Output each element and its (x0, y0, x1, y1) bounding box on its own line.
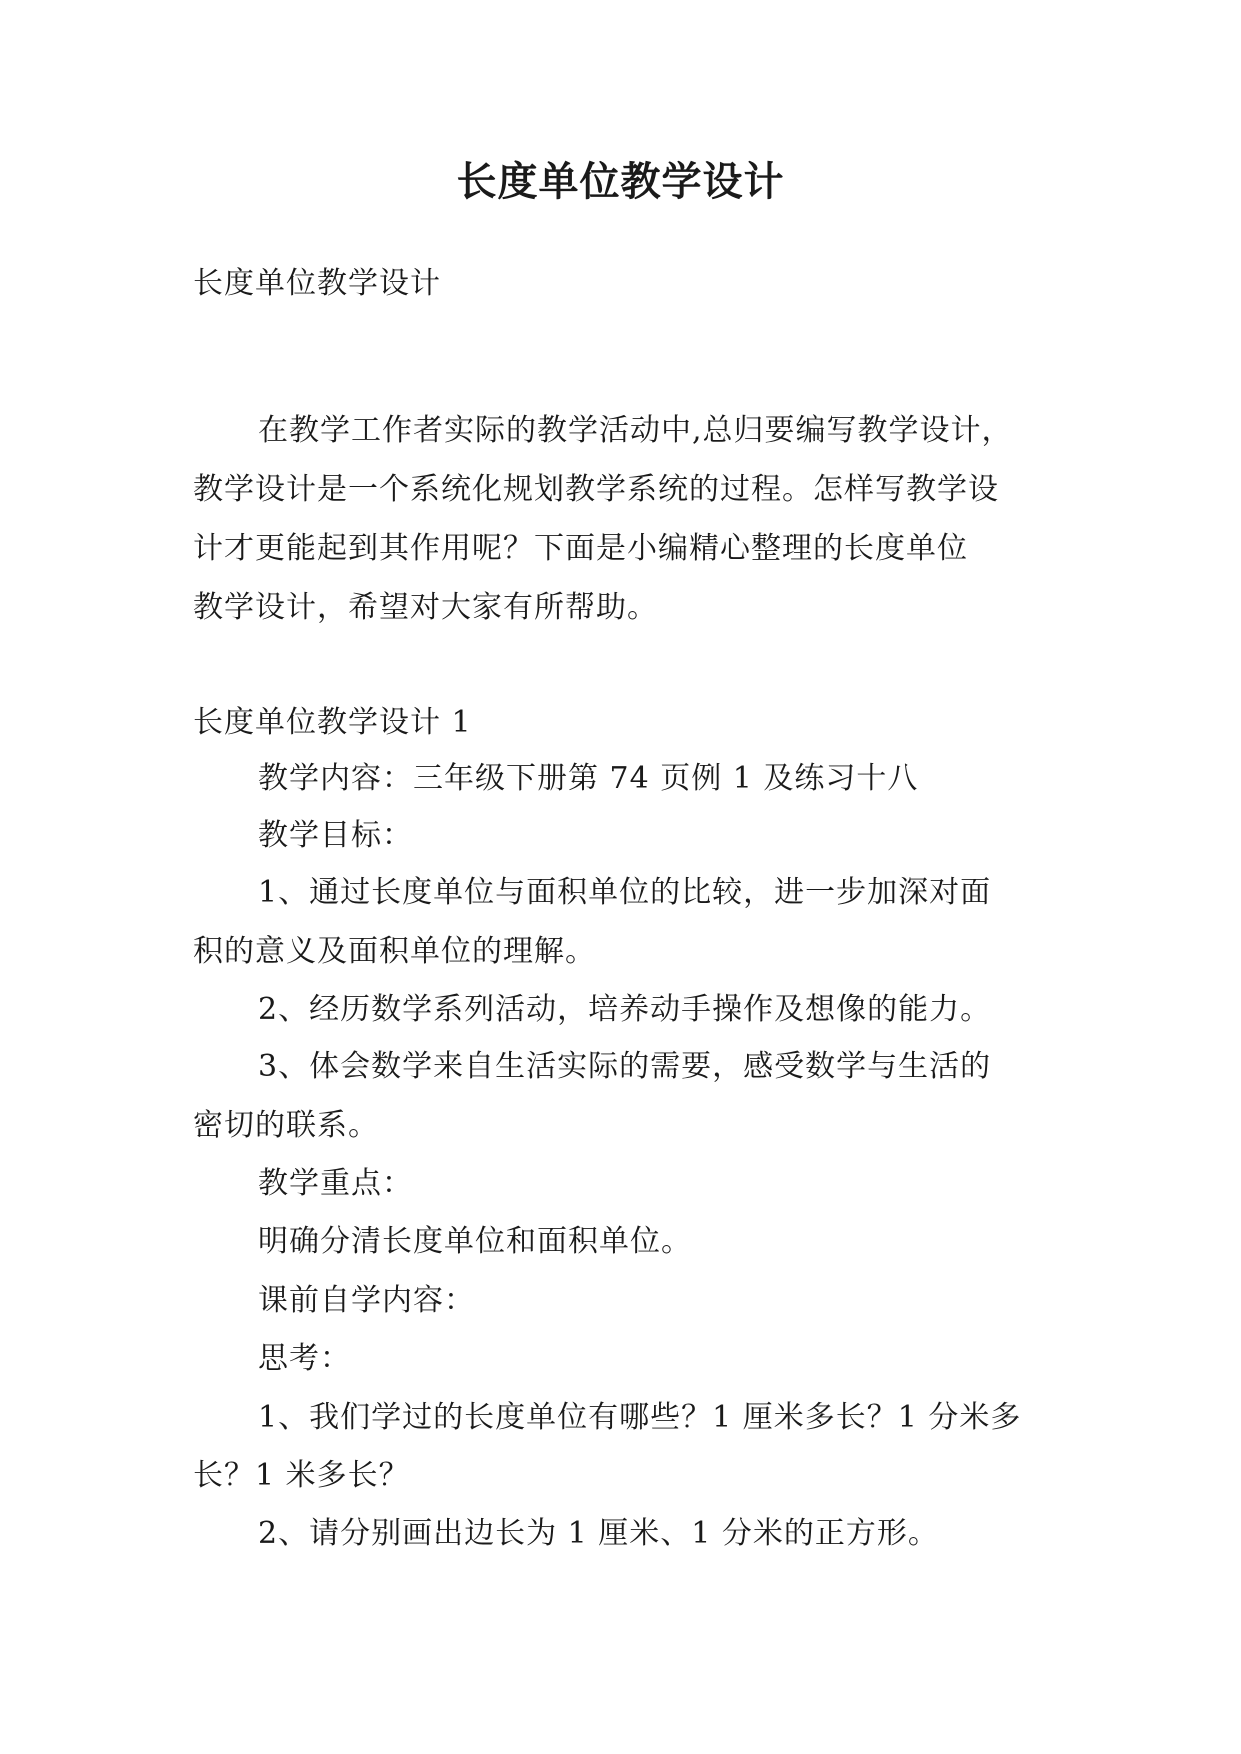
question-2: 2、请分别画出边长为 1 厘米、1 分米的正方形。 (258, 1516, 939, 1551)
intro-line-2: 教学设计是一个系统化规划教学系统的过程。怎样写教学设 (193, 472, 999, 507)
teaching-content: 教学内容：三年级下册第 74 页例 1 及练习十八 (258, 761, 919, 796)
goal-3-line-2: 密切的联系。 (193, 1108, 379, 1143)
goal-1-line-2: 积的意义及面积单位的理解。 (193, 934, 596, 969)
focus-text: 明确分清长度单位和面积单位。 (258, 1224, 692, 1259)
goal-1-line-1: 1、通过长度单位与面积单位的比较，进一步加深对面 (258, 875, 992, 910)
think-heading: 思考： (258, 1341, 351, 1376)
document-subtitle: 长度单位教学设计 (193, 266, 441, 301)
document-title: 长度单位教学设计 (456, 158, 785, 205)
preclass-heading: 课前自学内容： (258, 1283, 475, 1318)
intro-line-1: 在教学工作者实际的教学活动中,总归要编写教学设计， (258, 413, 1013, 448)
question-1-line-1: 1、我们学过的长度单位有哪些？1 厘米多长？1 分米多 (258, 1400, 1022, 1435)
goal-2: 2、经历数学系列活动，培养动手操作及想像的能力。 (258, 992, 992, 1027)
section-heading: 长度单位教学设计 1 (193, 705, 472, 740)
goals-heading: 教学目标： (258, 818, 413, 853)
focus-heading: 教学重点： (258, 1166, 413, 1201)
question-1-line-2: 长？1 米多长？ (193, 1458, 410, 1493)
intro-line-4: 教学设计，希望对大家有所帮助。 (193, 590, 658, 625)
goal-3-line-1: 3、体会数学来自生活实际的需要，感受数学与生活的 (258, 1049, 992, 1084)
intro-line-3: 计才更能起到其作用呢？下面是小编精心整理的长度单位 (193, 531, 968, 566)
